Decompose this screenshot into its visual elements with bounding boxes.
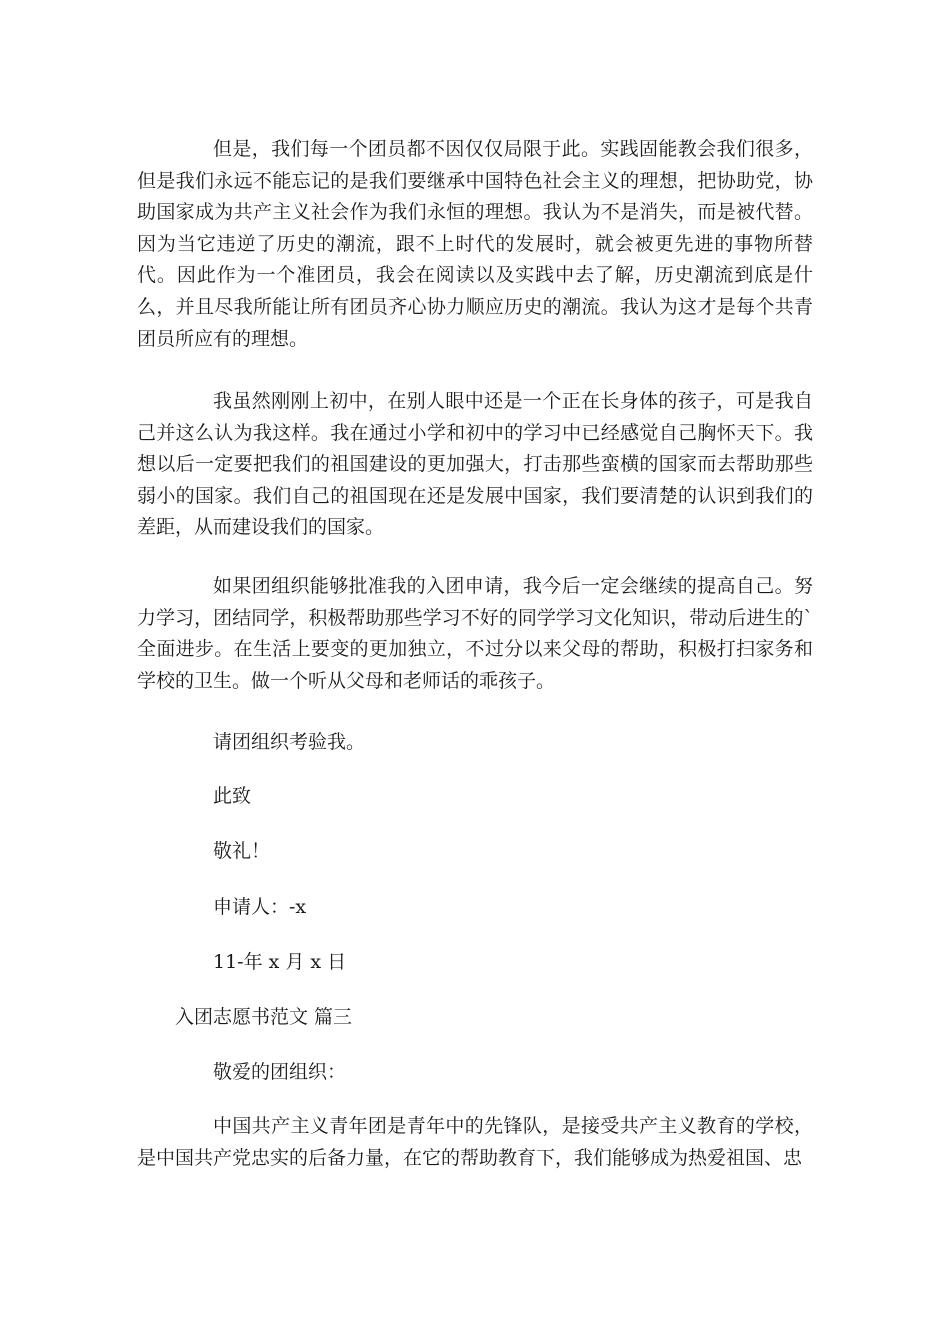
paragraph-ideals: 但是，我们每一个团员都不因仅仅局限于此。实践固能教会我们很多，但是我们永远不能忘记的是我们要继承中国特色社会主义的理想，把协助党，协助国家成为共产主义社会作为我们永恒的理想。我认为不是消失，而是被代替。因为当它违逆了历史的潮流，跟不上时代的发展时，就会被更先进的事物所替代。因此作为一个准团员，我会在阅读以及实践中去了解，历史潮流到底是什么，并且尽我所能让所有团员齐心协力顺应历史的潮流。我认为这才是每个共青团员所应有的理想。 <box>137 138 813 350</box>
applicant-signature: 申请人：-x <box>213 896 307 918</box>
paragraph-commitment: 如果团组织能够批准我的入团申请，我今后一定会继续的提高自己。努力学习，团结同学，积极帮助那些学习不好的同学学习文化知识，带动后进生的`全面进步。在生活上要变的更加独立，不过分以来父母的帮助，积极打扫家务和学校的卫生。做一个听从父母和老师话的乖孩子。 <box>137 575 813 692</box>
paragraph-league-intro: 中国共产主义青年团是青年中的先锋队，是接受共产主义教育的学校，是中国共产党忠实的后备力量，在它的帮助教育下，我们能够成为热爱祖国、忠 <box>137 1115 813 1169</box>
application-date: 11-年 x 月 x 日 <box>213 951 347 973</box>
closing-salutation: 此致 <box>213 785 252 807</box>
paragraph-self-view: 我虽然刚刚上初中，在别人眼中还是一个正在长身体的孩子，可是我自己并这么认为我这样。我在通过小学和初中的学习中已经感觉自己胸怀天下。我想以后一定要把我们的祖国建设的更加强大，打击那些蛮横的国家而去帮助那些弱小的国家。我们自己的祖国现在还是发展中国家，我们要清楚的认识到我们的差距，从而建设我们的国家。 <box>137 390 813 539</box>
section-title: 入团志愿书范文 篇三 <box>175 1006 353 1028</box>
closing-request: 请团组织考验我。 <box>213 731 366 753</box>
closing-regards: 敬礼！ <box>213 840 271 862</box>
greeting: 敬爱的团组织： <box>213 1061 347 1083</box>
